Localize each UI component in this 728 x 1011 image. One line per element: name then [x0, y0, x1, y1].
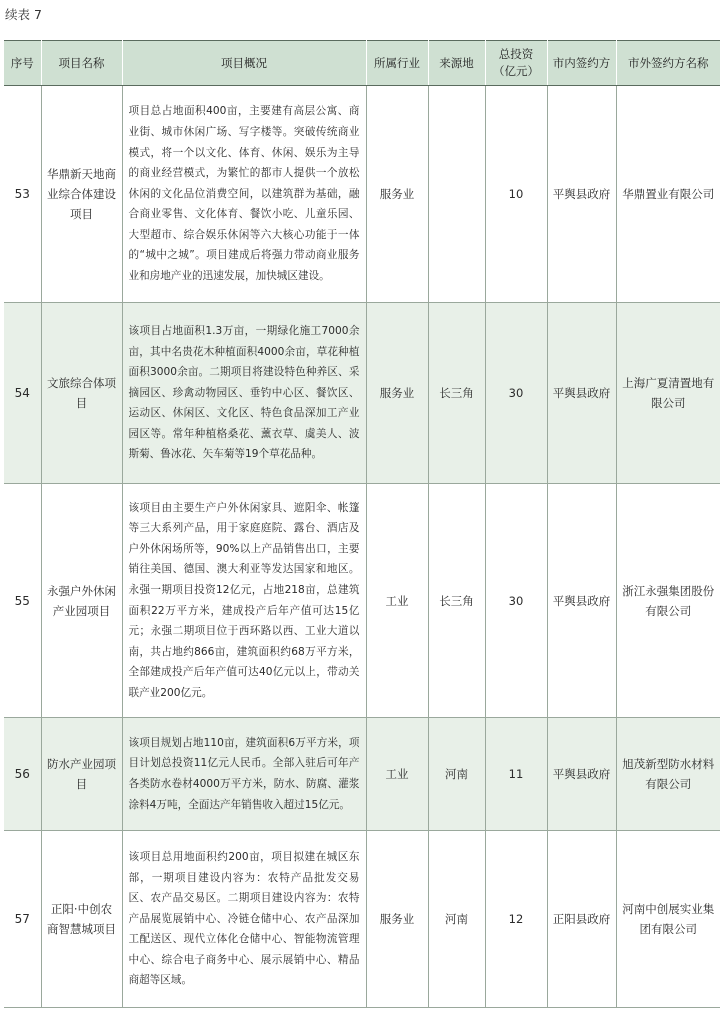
- header-source: 来源地: [428, 41, 485, 86]
- cell-industry: 服务业: [366, 831, 428, 1008]
- header-row: [4, 41, 720, 86]
- header-investment: 总投资（亿元）: [485, 41, 547, 86]
- cell-source: 长三角: [428, 303, 485, 484]
- cell-source: 长三角: [428, 484, 485, 718]
- cell-investment: 30: [485, 303, 547, 484]
- header-name: 项目名称: [41, 41, 122, 86]
- cell-overview: 该项目占地面积1.3万亩，一期绿化施工7000余亩，其中名贵花木种植面积4000余亩，草花种植面积3000余亩。二期项目将建设特色种养区、采摘园区、珍禽动物园区、垂钓中心区、餐饮区、运动区、休闲区、文化区、特色食品深加工产业园区等。常年种植格桑花、薰衣草、虞美人、波斯菊、鲁冰花、矢车菊等19个草花品种。: [122, 303, 366, 484]
- cell-industry: 服务业: [366, 303, 428, 484]
- header-local-signer: 市内签约方: [547, 41, 616, 86]
- cell-investment: 30: [485, 484, 547, 718]
- cell-external-signer: 浙江永强集团股份有限公司: [616, 484, 720, 718]
- cell-source: 河南: [428, 831, 485, 1008]
- cell-source: [428, 86, 485, 303]
- project-table: [4, 40, 720, 1008]
- cell-no: 53: [4, 86, 41, 303]
- cell-investment: 11: [485, 718, 547, 831]
- cell-local-signer: 平舆县政府: [547, 303, 616, 484]
- table-row: [4, 484, 720, 718]
- cell-external-signer: 旭茂新型防水材料有限公司: [616, 718, 720, 831]
- cell-source: 河南: [428, 718, 485, 831]
- cell-name: 华鼎新天地商业综合体建设项目: [41, 86, 122, 303]
- cell-no: 55: [4, 484, 41, 718]
- header-overview: 项目概况: [122, 41, 366, 86]
- cell-name: 正阳·中创农商智慧城项目: [41, 831, 122, 1008]
- header-no: 序号: [4, 41, 41, 86]
- cell-external-signer: 华鼎置业有限公司: [616, 86, 720, 303]
- cell-no: 56: [4, 718, 41, 831]
- cell-external-signer: 河南中创展实业集团有限公司: [616, 831, 720, 1008]
- cell-name: 防水产业园项目: [41, 718, 122, 831]
- cell-overview: 该项目总用地面积约200亩，项目拟建在城区东部，一期项目建设内容为：农特产品批发交易区、农产品交易区。二期项目建设内容为：农特产品展览展销中心、冷链仓储中心、农产品深加工配送区、现代立体化仓储中心、智能物流管理中心、综合电子商务中心、展示展销中心、精品商超等区域。: [122, 831, 366, 1008]
- cell-external-signer: 上海广夏清置地有限公司: [616, 303, 720, 484]
- cell-industry: 工业: [366, 718, 428, 831]
- cell-local-signer: 平舆县政府: [547, 718, 616, 831]
- cell-industry: 服务业: [366, 86, 428, 303]
- header-external-signer: 市外签约方名称: [616, 41, 720, 86]
- cell-overview: 项目总占地面积400亩，主要建有高层公寓、商业街、城市休闲广场、写字楼等。突破传统商业模式，将一个以文化、体育、休闲、娱乐为主导的商业经营模式，为繁忙的都市人提供一个放松休闲的文化品位消费空间，以建筑群为基础，融合商业零售、文化体育、餐饮小吃、儿童乐园、大型超市、综合娱乐休闲等六大核心功能于一体的“城中之城”。项目建成后将强力带动商业服务业和房地产业的迅速发展，加快城区建设。: [122, 86, 366, 303]
- cell-no: 54: [4, 303, 41, 484]
- header-industry: 所属行业: [366, 41, 428, 86]
- table-row: [4, 718, 720, 831]
- cell-name: 永强户外休闲产业园项目: [41, 484, 122, 718]
- cell-industry: 工业: [366, 484, 428, 718]
- cell-name: 文旅综合体项目: [41, 303, 122, 484]
- cell-local-signer: 平舆县政府: [547, 86, 616, 303]
- cell-local-signer: 正阳县政府: [547, 831, 616, 1008]
- table-caption: 续表 7: [5, 7, 42, 22]
- cell-local-signer: 平舆县政府: [547, 484, 616, 718]
- table-row: [4, 86, 720, 303]
- cell-investment: 12: [485, 831, 547, 1008]
- cell-no: 57: [4, 831, 41, 1008]
- cell-investment: 10: [485, 86, 547, 303]
- table-row: [4, 303, 720, 484]
- cell-overview: 该项目由主要生产户外休闲家具、遮阳伞、帐篷等三大系列产品，用于家庭庭院、露台、酒店及户外休闲场所等，90%以上产品销售出口，主要销往美国、德国、澳大利亚等发达国家和地区。永强一期项目投资12亿元，占地218亩，总建筑面积22万平方米，建成投产后年产值可达15亿元；永强二期项目位于西环路以西、工业大道以南，共占地约866亩，建筑面积约68万平方米，全部建成投产后年产值可达40亿元以上，带动关联产业200亿元。: [122, 484, 366, 718]
- cell-overview: 该项目规划占地110亩，建筑面积6万平方米，项目计划总投资11亿元人民币。全部入驻后可年产各类防水卷材4000万平方米，防水、防腐、灌浆涂料4万吨，全面达产年销售收入超过15亿元。: [122, 718, 366, 831]
- table-row: [4, 831, 720, 1008]
